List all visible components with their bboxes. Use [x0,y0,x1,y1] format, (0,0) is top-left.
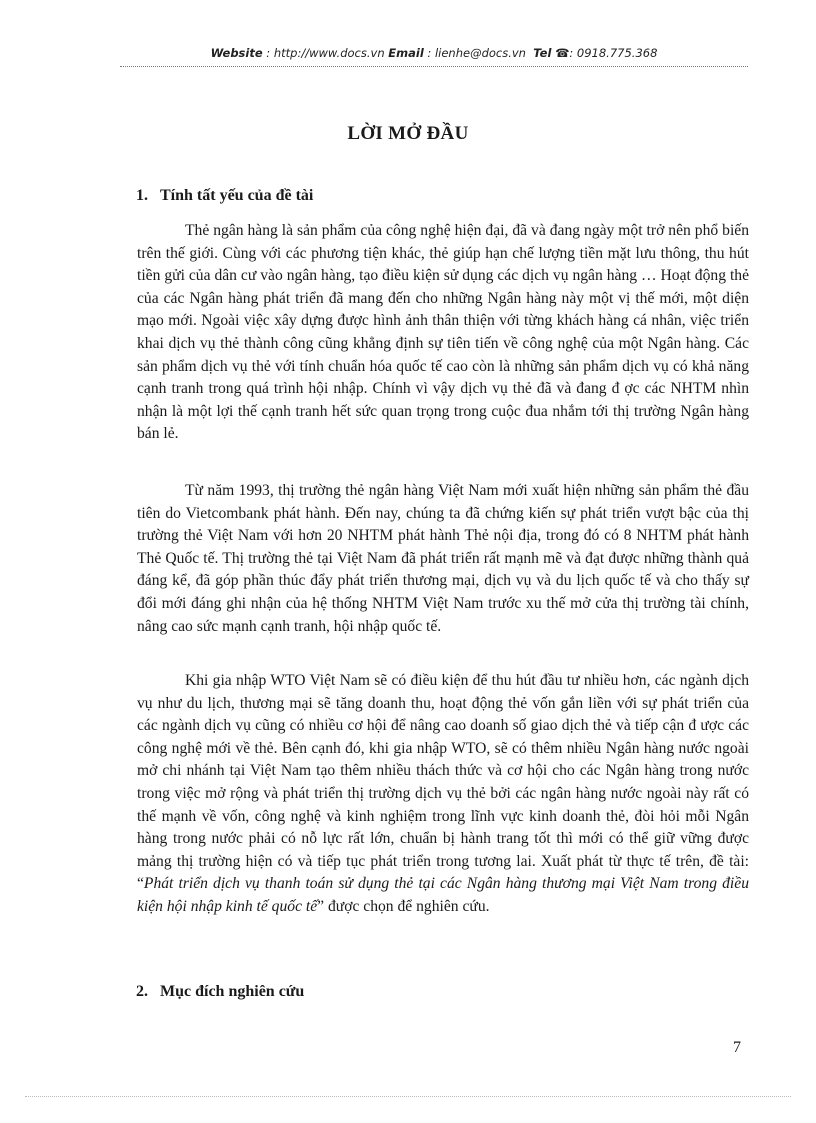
website-label: Website [210,46,263,60]
paragraph-3 [137,670,749,919]
email-separator: : [423,46,435,60]
footer-divider [25,1096,791,1097]
section-title: Tính tất yếu của đề tài [160,187,314,204]
paragraph-3-end: ” được chọn để nghiên cứu. [317,897,490,915]
section-number: 1. [136,187,148,204]
telephone-icon: ☎ [555,46,570,60]
tel-label: Tel [533,46,552,60]
email-link[interactable]: lienhe@docs.vn [434,46,526,60]
paragraph-3-text: Khi gia nhập WTO Việt Nam sẽ có điều kiện để thu hút đầu tư nhiều hơn, các ngành dịch vụ như du lịch, thương mại sẽ tăng doanh thu, hoạt động thẻ vốn gắn liền với sự phát triển của các ngành dịch vụ cũng có nhiều cơ hội để nâng cao doanh số giao dịch thẻ và tiếp cận đ ược các công nghệ mới về thẻ. Bên cạnh đó, khi gia nhập WTO, sẽ có thêm nhiều Ngân hàng nước ngoài mở chi nhánh tại Việt Nam tạo thêm nhiều thách thức và cơ hội cho các Ngân hàng trong nước trong việc mở rộng và phát triển thị trường dịch vụ thẻ bởi các ngân hàng nước ngoài này rất có thế mạnh về vốn, công nghệ và kinh nghiệm trong lĩnh vực kinh doanh thẻ, đòi hỏi mỗi Ngân hàng trong nước phải có nỗ lực rất lớn, chuẩn bị hành trang tốt thì mới có thể giữ vững được mảng thị trường hiện có và tiếp tục phát triển trong tương lai. Xuất phát từ thực tế trên, đề tài: “ [137,672,749,893]
page-header [120,46,748,64]
email-label: Email [388,46,424,60]
website-link[interactable]: http://www.docs.vn [273,46,385,60]
page-number: 7 [733,1039,741,1056]
section-number: 2. [136,983,148,1000]
paragraph-1: Thẻ ngân hàng là sản phẩm của công nghệ hiện đại, đã và đang ngày một trở nên phổ biến trên thế giới. Cùng với các phương tiện khác, thẻ giúp hạn chế lượng tiền mặt lưu thông, thu hút tiền gửi của dân cư vào ngân hàng, tạo điều kiện sử dụng các dịch vụ ngân hàng … Hoạt động thẻ của các Ngân hàng phát triển đã mang đến cho những Ngân hàng này một vị thế mới, một diện mạo mới. Ngoài việc xây dựng được hình ảnh thân thiện với từng khách hàng cá nhân, việc triển khai dịch vụ thẻ thành công cũng khẳng định sự tiên tiến về công nghệ của một Ngân hàng. Các sản phẩm dịch vụ thẻ với tính chuẩn hóa quốc tế cao còn là những sản phẩm dịch vụ có khả năng cạnh tranh trong quá trình hội nhập. Chính vì vậy dịch vụ thẻ đã và đang đ ợc các NHTM nhìn nhận là một lợi thế cạnh tranh hết sức quan trọng trong cuộc đua nhắm tới thị trường Ngân hàng bán lẻ. [137,222,749,443]
section-heading-2 [136,983,304,1001]
paragraph-2: Từ năm 1993, thị trường thẻ ngân hàng Việt Nam mới xuất hiện những sản phẩm thẻ đầu tiên do Vietcombank phát hành. Đến nay, chúng ta đã chứng kiến sự phát triển vượt bậc của thị trường thẻ Việt Nam với hơn 20 NHTM phát hành Thẻ nội địa, trong đó có 8 NHTM phát hành Thẻ Quốc tế. Thị trường thẻ tại Việt Nam đã phát triển rất mạnh mẽ và đạt được những thành quả đáng kể, đã góp phần thúc đẩy phát triển thương mại, dịch vụ và du lịch quốc tế và cho thấy sự đổi mới đáng ghi nhận của hệ thống NHTM Việt Nam trước xu thế mở cửa thị trường tài chính, nâng cao sức mạnh cạnh tranh, hội nhập quốc tế. [137,482,749,635]
header-divider [120,66,748,67]
section-heading-1 [136,187,313,205]
thesis-topic-title: Phát triển dịch vụ thanh toán sử dụng thẻ tại các Ngân hàng thương mại Việt Nam trong điều kiện hội nhập kinh tế quốc tế [137,875,749,915]
website-separator: : [262,46,274,60]
tel-value: : 0918.775.368 [569,46,658,60]
page-title: LỜI MỞ ĐẦU [347,123,469,144]
section-title: Mục đích nghiên cứu [160,983,305,1000]
